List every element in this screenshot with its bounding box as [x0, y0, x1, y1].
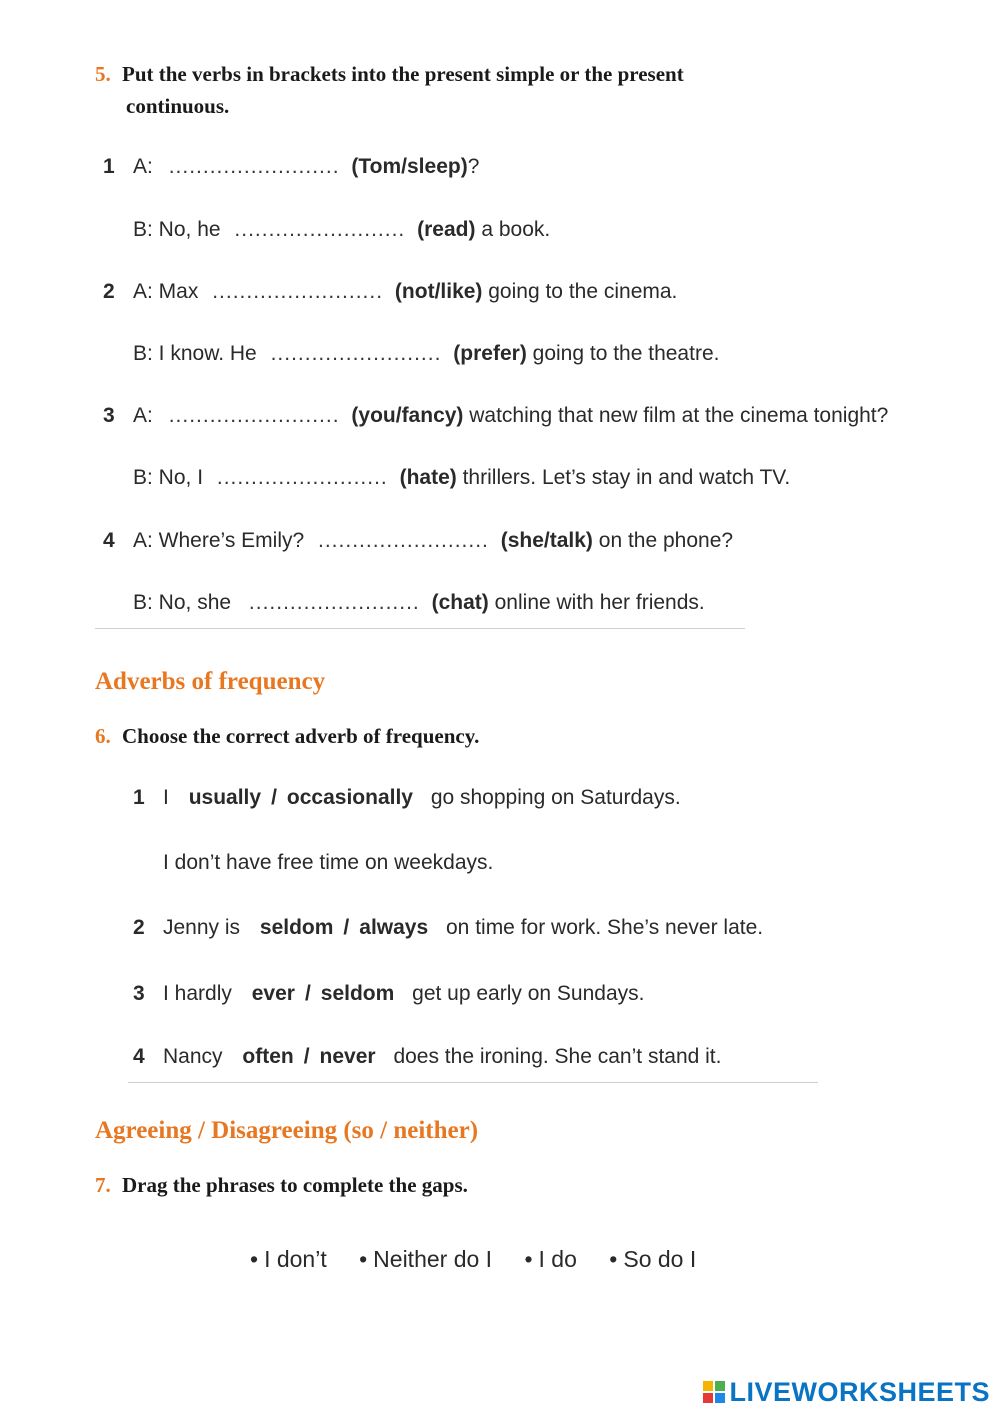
ex6-item-1-continuation: I don’t have free time on weekdays. — [163, 851, 494, 874]
ex7-instruction-text: Drag the phrases to complete the gaps. — [122, 1173, 468, 1197]
ex5-instruction-line2: continuous. — [126, 94, 230, 118]
section-heading-adverbs: Adverbs of frequency — [95, 668, 326, 695]
verb-cue: (chat) — [431, 591, 489, 614]
ex5-instruction — [95, 62, 684, 87]
logo-mark-icon — [703, 1381, 725, 1403]
sentence-head: Nancy — [163, 1045, 223, 1068]
verb-cue: (hate) — [399, 466, 457, 489]
item-number: 1 — [133, 786, 145, 809]
answer-gap[interactable]: ......................... — [168, 155, 340, 178]
speaker-text: A: — [133, 155, 153, 178]
sentence-head: I — [163, 786, 169, 809]
draggable-phrase[interactable] — [524, 1246, 576, 1273]
ex6-item-4 — [133, 1045, 721, 1069]
option-separator: / — [304, 982, 311, 1005]
phrase-label: I don’t — [264, 1246, 327, 1272]
sentence-tail: going to the theatre. — [526, 342, 720, 365]
item-number: 4 — [103, 529, 115, 552]
item-number: 1 — [103, 155, 115, 178]
ex6-item-3 — [133, 982, 644, 1006]
sentence-head: I hardly — [163, 982, 232, 1005]
sentence-tail: watching that new film at the cinema tonight? — [463, 404, 889, 427]
item-number: 3 — [133, 982, 145, 1005]
answer-gap[interactable]: ......................... — [318, 529, 489, 552]
speaker-text: A: Max — [133, 280, 199, 303]
answer-gap[interactable]: ......................... — [168, 404, 340, 427]
ex7-number: 7. — [95, 1173, 111, 1197]
ex5-item-1-b — [133, 218, 550, 242]
sentence-head: Jenny is — [163, 916, 241, 939]
answer-gap[interactable]: ......................... — [270, 342, 442, 365]
speaker-text: B: No, he — [133, 218, 221, 241]
ex7-instruction — [95, 1173, 468, 1198]
verb-cue: (prefer) — [453, 342, 527, 365]
adverb-option[interactable]: seldom — [320, 982, 395, 1005]
verb-cue: (read) — [417, 218, 476, 241]
ex5-item-2-a — [103, 280, 677, 304]
option-separator: / — [271, 786, 277, 809]
ex6-number: 6. — [95, 724, 111, 748]
section-heading-agreeing: Agreeing / Disagreeing (so / neither) — [95, 1117, 479, 1144]
ex6-item-1 — [133, 786, 681, 810]
adverb-option[interactable]: occasionally — [286, 786, 413, 809]
answer-gap[interactable]: ......................... — [234, 218, 406, 241]
speaker-text: B: No, I — [133, 466, 204, 489]
sentence-tail: a book. — [475, 218, 551, 241]
item-number: 2 — [103, 280, 115, 303]
speaker-text: B: I know. He — [133, 342, 257, 365]
phrase-label: So do I — [623, 1246, 697, 1272]
item-number: 3 — [103, 404, 115, 427]
bullet-icon: • — [359, 1246, 368, 1272]
ex5-number: 5. — [95, 62, 111, 86]
ex6-item-2 — [133, 916, 763, 940]
speaker-text: A: Where’s Emily? — [133, 529, 305, 552]
ex5-item-3-b — [133, 466, 790, 490]
phrase-label: I do — [538, 1246, 577, 1272]
adverb-option[interactable]: seldom — [259, 916, 334, 939]
ex5-instruction-line1: Put the verbs in brackets into the present simple or the present — [122, 62, 684, 86]
verb-cue: (Tom/sleep) — [351, 155, 468, 178]
ex5-item-1-a — [103, 155, 479, 179]
draggable-phrase[interactable] — [609, 1246, 696, 1273]
ex5-item-4-b — [133, 591, 705, 615]
phrase-bank — [250, 1246, 722, 1273]
sentence-tail: going to the cinema. — [482, 280, 678, 303]
sentence-tail: go shopping on Saturdays. — [430, 786, 681, 809]
ex5-item-4-a — [103, 529, 733, 553]
option-separator: / — [343, 916, 350, 939]
adverb-option[interactable]: ever — [251, 982, 295, 1005]
option-separator: / — [303, 1045, 310, 1068]
item-number: 4 — [133, 1045, 145, 1068]
sentence-tail: ? — [467, 155, 480, 178]
adverb-option[interactable]: usually — [188, 786, 262, 809]
bullet-icon: • — [609, 1246, 618, 1272]
verb-cue: (you/fancy) — [351, 404, 464, 427]
ex6-instruction — [95, 724, 479, 749]
speaker-text: B: No, she — [133, 591, 232, 614]
verb-cue: (not/like) — [394, 280, 483, 303]
liveworksheets-logo[interactable] — [703, 1378, 990, 1406]
item-number: 2 — [133, 916, 145, 939]
ex5-item-3-a — [103, 404, 888, 428]
phrase-label: Neither do I — [373, 1246, 493, 1272]
sentence-tail: on time for work. She’s never late. — [446, 916, 764, 939]
adverb-option[interactable]: always — [359, 916, 429, 939]
sentence-tail: on the phone? — [592, 529, 734, 552]
verb-cue: (she/talk) — [500, 529, 593, 552]
bullet-icon: • — [524, 1246, 533, 1272]
adverb-option[interactable]: often — [242, 1045, 294, 1068]
sentence-tail: online with her friends. — [488, 591, 705, 614]
answer-gap[interactable]: ......................... — [212, 280, 384, 303]
adverb-option[interactable]: never — [319, 1045, 376, 1068]
ex6-instruction-text: Choose the correct adverb of frequency. — [122, 724, 480, 748]
sentence-tail: thrillers. Let’s stay in and watch TV. — [456, 466, 791, 489]
ex5-item-2-b — [133, 342, 719, 366]
sentence-tail: does the ironing. She can’t stand it. — [393, 1045, 722, 1068]
draggable-phrase[interactable] — [250, 1246, 327, 1273]
answer-gap[interactable]: ......................... — [248, 591, 420, 614]
draggable-phrase[interactable] — [359, 1246, 492, 1273]
section-divider — [95, 628, 745, 629]
sentence-tail: get up early on Sundays. — [412, 982, 645, 1005]
section-divider — [128, 1082, 818, 1083]
answer-gap[interactable]: ......................... — [216, 466, 388, 489]
speaker-text: A: — [133, 404, 153, 427]
brand-name: LIVEWORKSHEETS — [729, 1376, 990, 1407]
bullet-icon: • — [250, 1246, 259, 1272]
